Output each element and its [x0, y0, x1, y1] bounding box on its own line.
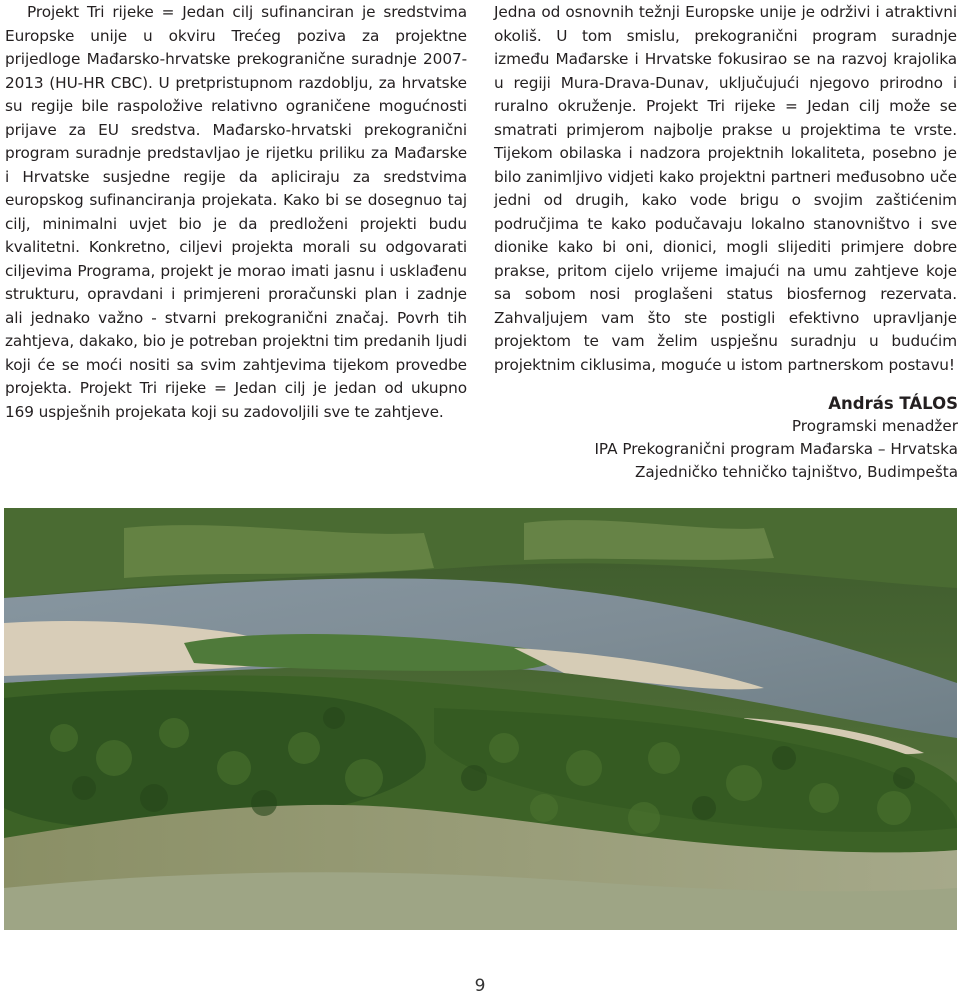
page-number: 9 — [474, 976, 486, 996]
left-column-paragraph: Projekt Tri rijeke = Jedan cilj sufinanciran je sredstvima Europske unije u okviru Trećeg poziva za projektne prijedloge Mađarsko-hrvatske prekogranične suradnje 2007-2013 (HU-HR CBC). U pretpristupnom razdoblju, za hrvatske su regije bile raspoložive relativno ograničene mogućnosti prijave za EU sredstva. Mađarsko-hrvatski prekogranični program suradnje predstavljao je rijetku priliku za Mađarske i Hrvatske susjedne regije da apliciraju za sredstvima europskog sufinanciranja projekata. Kako bi se dosegnuo taj cilj, minimalni uvjet bio je da predloženi projekti budu kvalitetni. Konkretno, ciljevi projekta morali su odgovarati ciljevima Programa, projekt je morao imati jasnu i usklađenu strukturu, opravdani i primjereni proračunski plan i zadnje ali jednako važno - stvarni prekogranični značaj. Povrh tih zahtjeva, dakako, bio je potreban projektni tim predanih ljudi koji će se moći nositi sa svim zahtjevima tijekom provedbe projekta. Projekt Tri rijeke = Jedan cilj je jedan od ukupno 169 uspješnih projekata koji su zadovoljili sve te zahtjeve. — [5, 3, 467, 421]
signature-office: Zajedničko tehničko tajništvo, Budimpešta — [635, 463, 958, 481]
right-column — [494, 1, 957, 377]
signature-name: András TÁLOS — [828, 394, 958, 413]
left-column — [5, 1, 467, 424]
signature-program: IPA Prekogranični program Mađarska – Hrvatska — [594, 440, 958, 458]
signature-block — [540, 392, 958, 484]
aerial-river-photo — [4, 508, 957, 930]
right-column-paragraph: Jedna od osnovnih težnji Europske unije je održivi i atraktivni okoliš. U tom smislu, prekogranični program suradnje između Mađarske i Hrvatske fokusirao se na razvoj krajolika u regiji Mura-Drava-Dunav, uključujući njegovo prirodno i ruralno okruženje. Projekt Tri rijeke = Jedan cilj može se smatrati primjerom najbolje prakse u projektima te vrste. Tijekom obilaska i nadzora projektnih lokaliteta, posebno je bilo zanimljivo vidjeti kako projektni partneri međusobno uče jedni od drugih, kako vode brigu o svojim zaštićenim područjima te kako podučavaju lokalno stanovništvo i sve dionike kako bi oni, dionici, mogli slijediti primjere dobre prakse, pritom cijelo vrijeme imajući na umu zahtjeve koje sa sobom nosi proglašeni status biosfernog rezervata. Zahvaljujem vam što ste postigli efektivno upravljanje projektom te vam želim uspješnu suradnju u budućim projektnim ciklusima, moguće u istom partnerskom postavu! — [494, 3, 957, 374]
signature-role: Programski menadžer — [791, 417, 958, 435]
